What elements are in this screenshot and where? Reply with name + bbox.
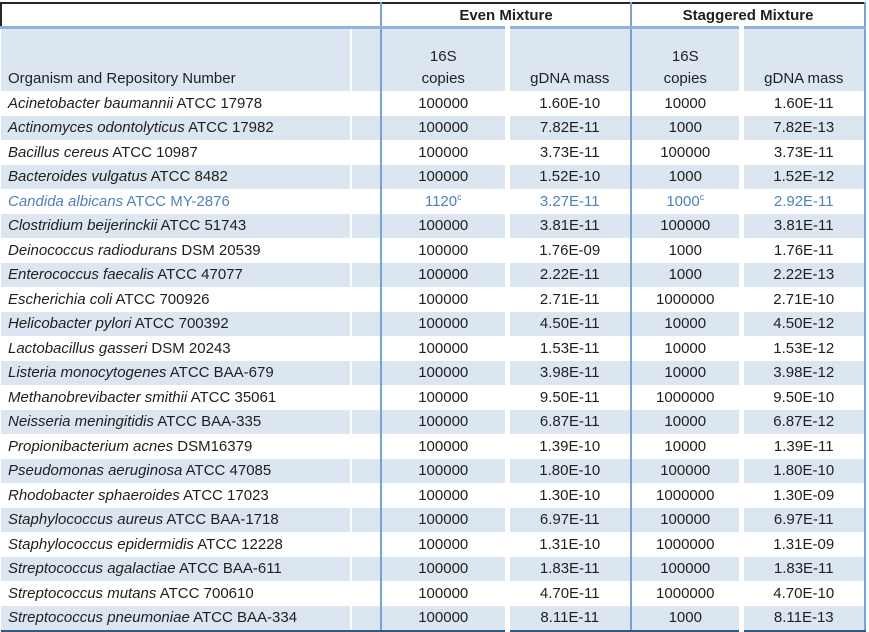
even-gdna-mass-cell: 6.97E-11: [507, 508, 631, 533]
table-row: [1, 532, 865, 557]
even-16s-copies-cell: 100000: [381, 287, 507, 312]
organism-cell: Streptococcus mutans ATCC 700610: [8, 584, 254, 602]
spacer-cell: [351, 214, 381, 239]
table-row: [1, 189, 865, 214]
table-row: [1, 116, 865, 141]
staggered-copies-label: copies: [663, 70, 707, 87]
staggered-gdna-mass-cell: 1.39E-11: [741, 434, 865, 459]
staggered-16s-copies-cell: 10000: [631, 91, 741, 116]
even-gdna-mass-header: gDNA mass: [507, 28, 631, 92]
staggered-gdna-mass-cell: 1.83E-11: [741, 557, 865, 582]
staggered-16s-copies-cell: 1000000: [631, 581, 741, 606]
spacer-cell: [351, 459, 381, 484]
even-16s-copies-cell: 100000: [381, 214, 507, 239]
staggered-16s-copies-cell: 100000: [631, 508, 741, 533]
staggered-gdna-mass-cell: 8.11E-13: [741, 606, 865, 632]
even-16s-copies-cell: 100000: [381, 336, 507, 361]
even-16s-copies-cell: 100000: [381, 606, 507, 632]
even-gdna-mass-cell: 1.83E-11: [507, 557, 631, 582]
table-row: [1, 459, 865, 484]
table-row: [1, 238, 865, 263]
even-gdna-mass-cell: 8.11E-11: [507, 606, 631, 632]
table-row: [1, 361, 865, 386]
staggered-16s-copies-cell: 10000: [631, 336, 741, 361]
table-row: [1, 165, 865, 190]
even-16s-copies-cell: 100000: [381, 165, 507, 190]
spacer-cell: [351, 336, 381, 361]
even-gdna-mass-cell: 2.71E-11: [507, 287, 631, 312]
organism-cell: Streptococcus agalactiae ATCC BAA-611: [1, 557, 351, 582]
spacer-cell: [351, 532, 381, 557]
organism-cell: Candida albicans ATCC MY-2876: [8, 192, 230, 210]
footnote-superscript: c: [699, 191, 705, 202]
corner-cell: [1, 3, 381, 28]
table-row: [1, 336, 865, 361]
staggered-16s-copies-cell: 1000000: [631, 385, 741, 410]
table-row: [1, 483, 865, 508]
table-row: [1, 287, 865, 312]
staggered-16s-copies-cell: 1000$^c$: [631, 189, 741, 214]
staggered-gdna-mass-cell: 3.98E-12: [741, 361, 865, 386]
even-16s-copies-cell: 100000: [381, 581, 507, 606]
even-16s-label: 16S: [429, 48, 457, 65]
table-body: [1, 91, 865, 632]
spacer-cell: [351, 91, 381, 116]
even-mixture-group-header: Even Mixture: [381, 3, 631, 28]
table-row: [1, 410, 865, 435]
organism-cell: Rhodobacter sphaeroides ATCC 17023: [8, 486, 269, 504]
spacer-cell: [351, 410, 381, 435]
staggered-16s-copies-cell: 1000: [631, 165, 741, 190]
spacer-cell: [351, 312, 381, 337]
spacer-cell: [351, 385, 381, 410]
organism-cell: Clostridium beijerinckii ATCC 51743: [1, 214, 351, 239]
staggered-16s-copies-cell: 1000: [631, 116, 741, 141]
spacer-cell: [351, 238, 381, 263]
table-row: [1, 581, 865, 606]
even-16s-copies-cell: 100000: [381, 508, 507, 533]
staggered-gdna-mass-cell: 3.73E-11: [741, 140, 865, 165]
staggered-mixture-group-header: Staggered Mixture: [631, 3, 865, 28]
organism-cell: Neisseria meningitidis ATCC BAA-335: [1, 410, 351, 435]
spacer-cell: [351, 263, 381, 288]
even-gdna-mass-cell: 4.50E-11: [507, 312, 631, 337]
even-gdna-mass-cell: 3.73E-11: [507, 140, 631, 165]
spacer-cell: [351, 483, 381, 508]
staggered-16s-copies-cell: 10000: [631, 361, 741, 386]
staggered-16s-copies-cell: 1000: [631, 238, 741, 263]
even-gdna-mass-cell: 1.80E-10: [507, 459, 631, 484]
footnote-superscript: c: [457, 191, 462, 202]
organism-cell: Lactobacillus gasseri DSM 20243: [8, 339, 231, 357]
even-gdna-mass-cell: 1.39E-10: [507, 434, 631, 459]
spacer-cell: [351, 606, 381, 632]
staggered-16s-copies-cell: 10000: [631, 312, 741, 337]
even-gdna-mass-cell: 1.30E-10: [507, 483, 631, 508]
group-header-row: [1, 3, 865, 28]
staggered-gdna-mass-cell: 1.53E-12: [741, 336, 865, 361]
staggered-gdna-mass-cell: 2.22E-13: [741, 263, 865, 288]
staggered-16s-copies-cell: 10000: [631, 410, 741, 435]
even-copies-label: copies: [421, 70, 465, 87]
table-row: [1, 312, 865, 337]
table-row: [1, 434, 865, 459]
table-row: [1, 385, 865, 410]
staggered-gdna-mass-cell: 2.92E-11: [741, 189, 865, 214]
table-row: [1, 214, 865, 239]
spacer-cell: [351, 581, 381, 606]
even-16s-copies-cell: 100000: [381, 361, 507, 386]
staggered-16s-copies-cell: 1000: [631, 606, 741, 632]
staggered-gdna-mass-cell: 4.50E-12: [741, 312, 865, 337]
staggered-gdna-mass-cell: 7.82E-13: [741, 116, 865, 141]
staggered-16s-copies-cell: 1000000: [631, 483, 741, 508]
staggered-16s-copies-cell: 1000: [631, 263, 741, 288]
spacer-cell: [351, 116, 381, 141]
even-gdna-mass-cell: 1.76E-09: [507, 238, 631, 263]
staggered-gdna-mass-cell: 9.50E-10: [741, 385, 865, 410]
spacer-cell: [351, 287, 381, 312]
organism-cell: Methanobrevibacter smithii ATCC 35061: [8, 388, 277, 406]
spacer-cell: [351, 140, 381, 165]
table-row: [1, 508, 865, 533]
organism-cell: Bacteroides vulgatus ATCC 8482: [1, 165, 351, 190]
even-gdna-mass-cell: 1.31E-10: [507, 532, 631, 557]
even-16s-copies-cell: 100000: [381, 434, 507, 459]
even-16s-copies-cell: 100000: [381, 557, 507, 582]
staggered-16s-copies-cell: 1000000: [631, 532, 741, 557]
spacer-cell: [351, 557, 381, 582]
even-gdna-mass-cell: 3.27E-11: [507, 189, 631, 214]
staggered-16s-copies-header: [631, 28, 741, 92]
even-gdna-mass-cell: 1.53E-11: [507, 336, 631, 361]
organism-cell: Enterococcus faecalis ATCC 47077: [1, 263, 351, 288]
even-16s-copies-cell: 100000: [381, 263, 507, 288]
spacer-header-cell: [351, 28, 381, 92]
column-header-row: [1, 28, 865, 92]
staggered-16s-copies-cell: 100000: [631, 459, 741, 484]
staggered-16s-label: 16S: [671, 48, 699, 65]
staggered-16s-copies-cell: 100000: [631, 557, 741, 582]
staggered-gdna-mass-cell: 6.87E-12: [741, 410, 865, 435]
staggered-gdna-mass-cell: 2.71E-10: [741, 287, 865, 312]
even-16s-copies-header: [381, 28, 507, 92]
table-row: [1, 263, 865, 288]
spacer-cell: [351, 434, 381, 459]
organism-cell: Listeria monocytogenes ATCC BAA-679: [1, 361, 351, 386]
even-16s-copies-cell: 100000: [381, 532, 507, 557]
even-gdna-mass-cell: 3.98E-11: [507, 361, 631, 386]
even-16s-copies-cell: 1120$^c$: [381, 189, 507, 214]
staggered-gdna-mass-cell: 4.70E-10: [741, 581, 865, 606]
even-gdna-mass-cell: 2.22E-11: [507, 263, 631, 288]
staggered-gdna-mass-cell: 1.30E-09: [741, 483, 865, 508]
even-16s-copies-cell: 100000: [381, 140, 507, 165]
table-row: [1, 91, 865, 116]
mock-community-table: [0, 2, 866, 632]
staggered-16s-copies-cell: 100000: [631, 214, 741, 239]
organism-cell: Streptococcus pneumoniae ATCC BAA-334: [1, 606, 351, 632]
even-gdna-mass-cell: 1.60E-10: [507, 91, 631, 116]
organism-cell: Acinetobacter baumannii ATCC 17978: [8, 94, 263, 112]
organism-cell: Bacillus cereus ATCC 10987: [8, 143, 198, 161]
even-16s-copies-cell: 100000: [381, 459, 507, 484]
organism-cell: Helicobacter pylori ATCC 700392: [1, 312, 351, 337]
even-16s-copies-cell: 100000: [381, 385, 507, 410]
spacer-cell: [351, 508, 381, 533]
even-gdna-mass-cell: 7.82E-11: [507, 116, 631, 141]
staggered-gdna-mass-cell: 1.31E-09: [741, 532, 865, 557]
staggered-16s-copies-cell: 1000000: [631, 287, 741, 312]
organism-cell: Staphylococcus aureus ATCC BAA-1718: [1, 508, 351, 533]
table-row: [1, 606, 865, 632]
spacer-cell: [351, 165, 381, 190]
even-16s-copies-cell: 100000: [381, 483, 507, 508]
organism-cell: Staphylococcus epidermidis ATCC 12228: [8, 535, 283, 553]
organism-cell: Pseudomonas aeruginosa ATCC 47085: [1, 459, 351, 484]
staggered-gdna-mass-cell: 1.76E-11: [741, 238, 865, 263]
even-16s-copies-cell: 100000: [381, 116, 507, 141]
organism-column-header: Organism and Repository Number: [1, 28, 351, 92]
organism-cell: Deinococcus radiodurans DSM 20539: [8, 241, 261, 259]
organism-cell: Escherichia coli ATCC 700926: [8, 290, 210, 308]
staggered-gdna-mass-cell: 1.52E-12: [741, 165, 865, 190]
staggered-gdna-mass-header: gDNA mass: [741, 28, 865, 92]
even-gdna-mass-cell: 9.50E-11: [507, 385, 631, 410]
table-row: [1, 140, 865, 165]
staggered-16s-copies-cell: 100000: [631, 140, 741, 165]
staggered-gdna-mass-cell: 3.81E-11: [741, 214, 865, 239]
organism-cell: Actinomyces odontolyticus ATCC 17982: [1, 116, 351, 141]
even-16s-copies-cell: 100000: [381, 238, 507, 263]
staggered-gdna-mass-cell: 1.80E-10: [741, 459, 865, 484]
even-gdna-mass-cell: 6.87E-11: [507, 410, 631, 435]
organism-cell: Propionibacterium acnes DSM16379: [8, 437, 253, 455]
even-gdna-mass-cell: 3.81E-11: [507, 214, 631, 239]
mock-community-table-wrap: [0, 2, 866, 632]
even-16s-copies-cell: 100000: [381, 91, 507, 116]
spacer-cell: [351, 361, 381, 386]
staggered-16s-copies-cell: 10000: [631, 434, 741, 459]
staggered-gdna-mass-cell: 1.60E-11: [741, 91, 865, 116]
even-16s-copies-cell: 100000: [381, 410, 507, 435]
even-16s-copies-cell: 100000: [381, 312, 507, 337]
spacer-cell: [351, 189, 381, 214]
staggered-gdna-mass-cell: 6.97E-11: [741, 508, 865, 533]
even-gdna-mass-cell: 1.52E-10: [507, 165, 631, 190]
even-gdna-mass-cell: 4.70E-11: [507, 581, 631, 606]
table-row: [1, 557, 865, 582]
